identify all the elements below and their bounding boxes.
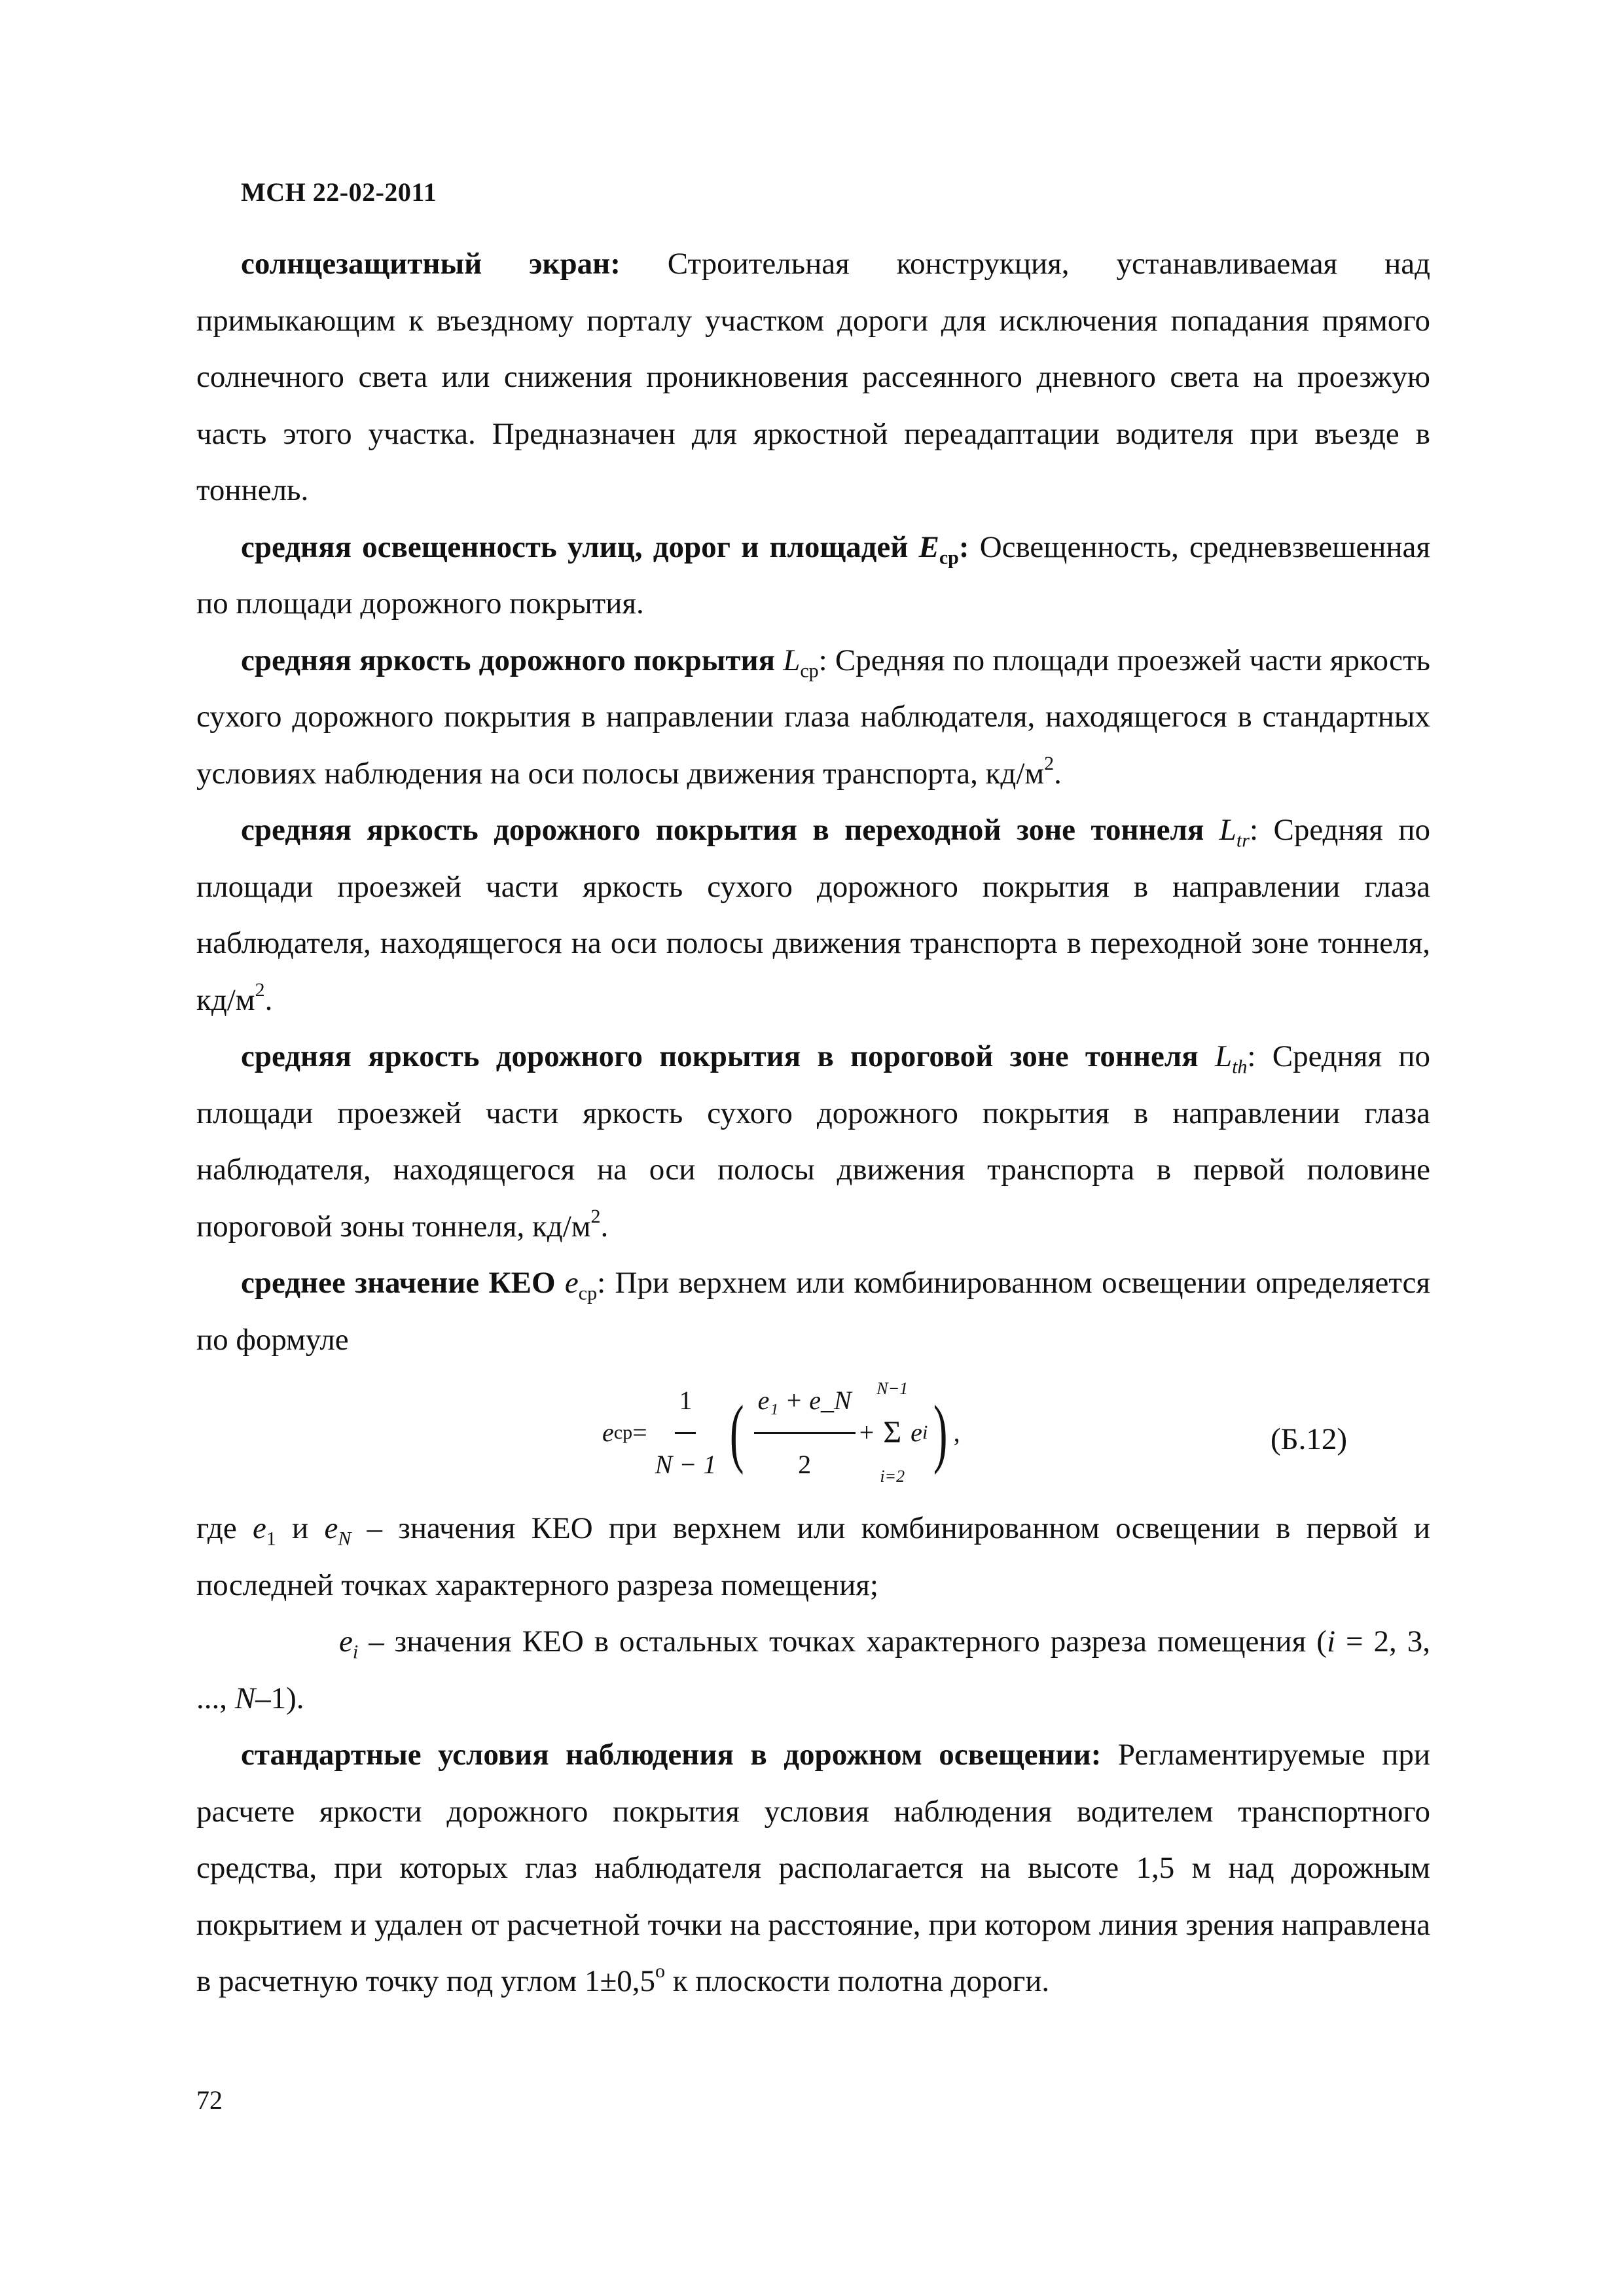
definition-text: : При верхнем или комбинированном освещении определяется по формуле [196, 1266, 1430, 1357]
equation-number: (Б.12) [1270, 1422, 1347, 1456]
term: среднее значение КЕО [241, 1266, 565, 1300]
sum-lower-limit: i=2 [880, 1467, 905, 1486]
document-body [196, 236, 1430, 2010]
symbol-subscript: ср [578, 1282, 598, 1304]
symbol-subscript: N [338, 1528, 352, 1550]
symbol-subscript: tr [1236, 829, 1250, 852]
where-clause-1 [196, 1500, 1430, 1613]
symbol: e [339, 1624, 353, 1659]
formula-comma: , [953, 1417, 960, 1447]
symbol: i [1326, 1624, 1336, 1659]
definition-text: Освещенность, средневзвешенная по площади дорожного покрытия. [196, 529, 1430, 620]
equals-sign: = [632, 1417, 647, 1447]
symbol: e [324, 1511, 338, 1545]
definition-luminance-threshold-zone [196, 1028, 1430, 1255]
document-code-header: МСН 22-02-2011 [241, 177, 437, 207]
sentence-end: . [264, 982, 273, 1017]
term: солнцезащитный экран: [241, 247, 621, 281]
symbol-subscript: ср [800, 659, 819, 681]
sentence-end: . [1054, 756, 1062, 791]
sum-term-subscript: i [922, 1422, 928, 1443]
formula-b12 [196, 1377, 1430, 1488]
superscript: 2 [255, 978, 265, 1001]
symbol: e [252, 1511, 266, 1545]
sigma-icon: Σ [883, 1415, 902, 1450]
fraction-2 [754, 1372, 856, 1493]
text: – значения КЕО при верхнем или комбинированном освещении в первой и последней точках характерного разреза помещения; [196, 1511, 1430, 1602]
definition-average-luminance [196, 632, 1430, 802]
formula-body: e ср = $\frac{1}{N - 1}$ ( $\frac{\text{e₁ + e\_N}}{2}$ + N−1 Σ i=2 e i ) , [602, 1377, 960, 1488]
text: – значения КЕО в остальных точках характерного разреза помещения ( [358, 1624, 1327, 1659]
term: средняя яркость дорожного покрытия [241, 643, 784, 677]
definition-text: : Средняя по площади проезжей части яркость сухого дорожного покрытия в направлении глаза наблюдателя, находящегося на оси полосы движения транспорта в первой половине пороговой зоны тоннеля, кд/м [196, 1039, 1430, 1244]
symbol: N [234, 1681, 256, 1715]
symbol-subscript: i [352, 1641, 359, 1663]
where-clause-2 [196, 1613, 1430, 1727]
left-paren: ( [730, 1390, 744, 1475]
definition-sun-screen [196, 236, 1430, 519]
sum-upper-limit: N−1 [876, 1378, 909, 1398]
page-number: 72 [196, 2085, 223, 2115]
term: стандартные условия наблюдения в дорожном освещении: [241, 1738, 1102, 1772]
definition-average-keo [196, 1255, 1430, 1368]
term: средняя яркость дорожного покрытия в переходной зоне тоннеля [241, 813, 1219, 847]
symbol-subscript: th [1232, 1056, 1248, 1078]
definition-text: : Средняя по площади проезжей части яркость сухого дорожного покрытия в направлении глаза наблюдателя, находящегося на оси полосы движения транспорта в переходной зоне тоннеля, кд/м [196, 813, 1430, 1017]
definition-text: : Средняя по площади проезжей части яркость сухого дорожного покрытия в направлении глаза наблюдателя, находящегося в стандартных условиях наблюдения на оси полосы движения транспорта, кд/м [196, 643, 1430, 791]
term-colon: : [958, 529, 969, 564]
definition-luminance-transition-zone [196, 802, 1430, 1028]
text: = 2, 3, ..., [196, 1624, 1430, 1715]
fraction-2-numerator: e₁ + e_N [754, 1372, 856, 1434]
right-paren: ) [933, 1390, 948, 1475]
symbol: L [1214, 1039, 1233, 1073]
symbol-subscript: 1 [266, 1528, 276, 1550]
text: где [196, 1511, 253, 1545]
definition-text: Строительная конструкция, устанавливаемая над примыкающим к въездному порталу участком дороги для исключения попадания прямого солнечного света или снижения проникновения рассеянного дневного света на проезжую часть этого участка. Предназначен для яркостной переадаптации водителя при въезде в тоннель. [196, 247, 1431, 507]
symbol-subscript: ср [939, 546, 959, 568]
definition-average-illuminance [196, 519, 1430, 632]
term: средняя яркость дорожного покрытия в пороговой зоне тоннеля [241, 1039, 1215, 1073]
formula-lhs: e [602, 1417, 614, 1447]
superscript: о [655, 1960, 665, 1982]
term: средняя освещенность улиц, дорог и площадей [241, 529, 919, 564]
symbol: E [918, 529, 939, 564]
sentence-end: к плоскости полотна дороги. [664, 1964, 1050, 1998]
superscript: 2 [590, 1205, 601, 1227]
fraction-2-denominator: 2 [798, 1449, 812, 1479]
sum-term: e [911, 1417, 922, 1447]
sentence-end: . [600, 1209, 609, 1244]
symbol: e [564, 1266, 579, 1300]
definition-text: Регламентируемые при расчете яркости дорожного покрытия условия наблюдения водителем транспортного средства, при которых глаз наблюдателя располагается на высоте 1,5 м над дорожным покрытием и удален от расчетной точки на расстояние, при котором линия зрения направлена в расчетную точку под углом 1±0,5 [196, 1738, 1431, 1998]
definition-standard-observation [196, 1727, 1430, 2010]
superscript: 2 [1044, 752, 1055, 774]
text: и [276, 1511, 325, 1545]
plus-sign: + [859, 1417, 875, 1447]
text: –1). [255, 1681, 304, 1715]
summation [876, 1361, 908, 1505]
fraction-1-numerator: 1 [675, 1372, 696, 1434]
fraction-1 [651, 1372, 721, 1493]
symbol: L [1219, 813, 1236, 847]
fraction-1-denominator: N − 1 [655, 1449, 717, 1479]
symbol: L [783, 643, 801, 677]
